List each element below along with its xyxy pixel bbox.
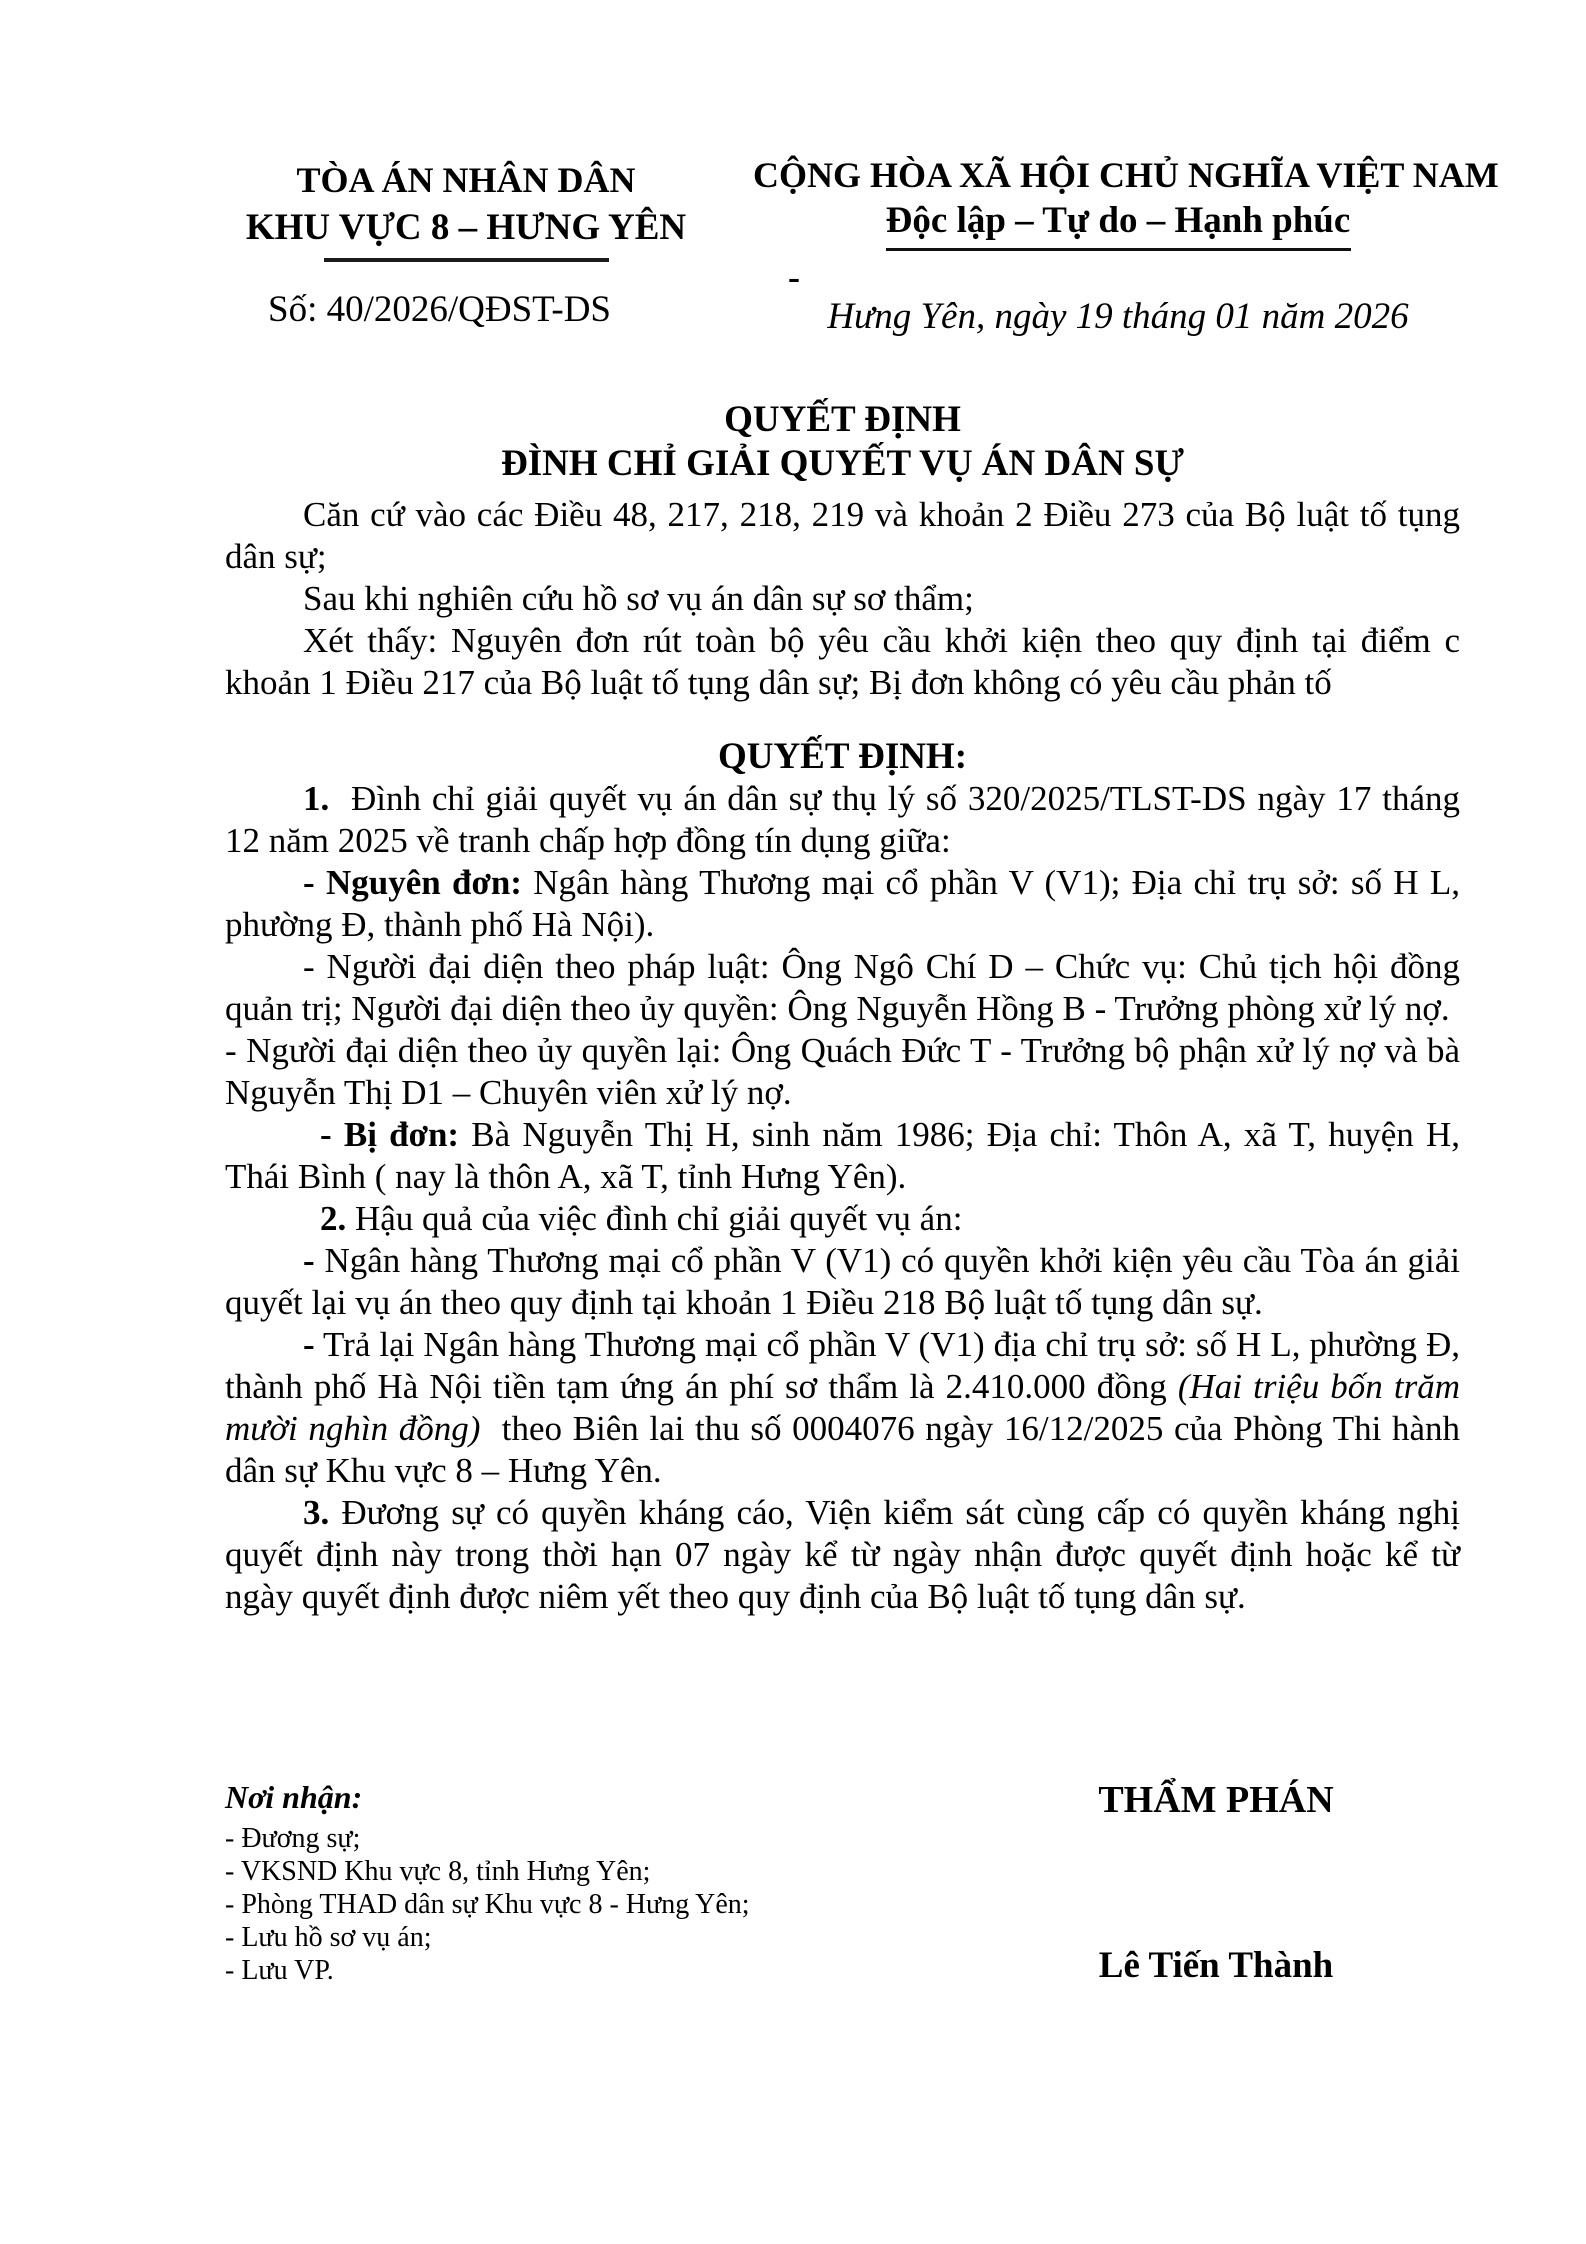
paragraph: [225, 946, 1460, 1030]
place-date-line: Hưng Yên, ngày 19 tháng 01 năm 2026: [827, 296, 1409, 337]
recipient-item: - Đương sự;: [225, 1823, 361, 1854]
text-segment: -: [303, 1241, 315, 1280]
paragraph: [225, 862, 1460, 946]
paragraph: [225, 578, 1460, 620]
document-number: Số: 40/2026/QĐST-DS: [268, 289, 612, 330]
national-motto: Độc lập – Tự do – Hạnh phúc: [885, 200, 1351, 241]
text-segment: Ngân hàng Thương mại cổ phần V (V1); Địa chỉ trụ sở: số H L, phường Đ, thành phố Hà Nội).: [225, 863, 1460, 944]
text-segment: - Bị đơn:: [320, 1115, 460, 1154]
national-title: CỘNG HÒA XÃ HỘI CHỦ NGHĨA VIỆT NAM: [753, 155, 1499, 195]
document-title-line1: QUYẾT ĐỊNH: [724, 399, 961, 440]
paragraph: [225, 778, 1460, 862]
document-body: [225, 398, 1460, 1618]
recipient-item: - Lưu hồ sơ vụ án;: [225, 1922, 432, 1953]
national-header-block: [753, 152, 1499, 338]
court-name-line2: KHU VỰC 8 – HƯNG YÊN: [245, 207, 687, 248]
paragraph: [225, 1492, 1460, 1618]
paragraph: [225, 620, 1460, 704]
text-segment: Bà Nguyễn Thị H, sinh năm 1986; Địa chỉ: Thôn A, xã T, huyện H, Thái Bình ( nay là thôn A, xã T, tỉnh Hưng Yên).: [225, 1115, 1460, 1196]
text-segment: - Người đại diện theo ủy quyền lại: Ông Quách Đức T - Trưởng bộ phận xử lý nợ và bà Nguyễn Thị D1 – Chuyên viên xử lý nợ.: [225, 1031, 1460, 1112]
section-heading: [225, 736, 1460, 778]
recipients-label: Nơi nhận:: [225, 1779, 363, 1815]
text-segment: Đình chỉ giải quyết vụ án dân sự thụ lý số 320/2025/TLST-DS ngày 17 tháng 12 năm 2025 về tranh chấp hợp đồng tín dụng giữa:: [225, 779, 1460, 860]
recipient-item: - VKSND Khu vực 8, tỉnh Hưng Yên;: [225, 1856, 651, 1887]
text-segment: -: [303, 1325, 315, 1364]
signature-block: [960, 1778, 1472, 1987]
document-title-line2: ĐÌNH CHỈ GIẢI QUYẾT VỤ ÁN DÂN SỰ: [501, 443, 1184, 484]
text-segment: 3.: [303, 1493, 330, 1532]
text-segment: Sau khi nghiên cứu hồ sơ vụ án dân sự sơ thẩm;: [303, 579, 974, 618]
text-segment: 2.: [320, 1199, 347, 1238]
court-header-block: [240, 156, 692, 262]
text-segment: Căn cứ vào các Điều 48, 217, 218, 219 và khoản 2 Điều 273 của Bộ luật tố tụng dân sự;: [225, 495, 1460, 576]
text-segment: - Người đại diện theo pháp luật: Ông Ngô Chí D – Chức vụ: Chủ tịch hội đồng quản trị; Người đại diện theo ủy quyền: Ông Nguyễn Hồng B - Trưởng phòng xử lý nợ.: [225, 947, 1460, 1028]
paragraph: [225, 1030, 1460, 1114]
signer-name: Lê Tiến Thành: [1098, 1945, 1334, 1986]
court-header-underline: [324, 258, 609, 262]
text-segment: theo Biên lai thu số 0004076 ngày 16/12/2025 của Phòng Thi hành dân sự Khu vực 8 – Hưng Yên.: [225, 1409, 1460, 1490]
recipient-item: - Lưu VP.: [225, 1955, 334, 1986]
text-segment: - Nguyên đơn:: [303, 863, 522, 902]
national-header-underline: [886, 248, 1351, 251]
text-segment: Ngân hàng Thương mại cổ phần V (V1) có quyền khởi kiện yêu cầu Tòa án giải quyết lại vụ án theo quy định tại khoản 1 Điều 218 Bộ luật tố tụng dân sự.: [225, 1241, 1460, 1322]
signer-title: THẨM PHÁN: [1098, 1779, 1334, 1821]
paragraph: [225, 494, 1460, 578]
text-segment: Đương sự có quyền kháng cáo, Viện kiểm sát cùng cấp có quyền kháng nghị quyết định này trong thời hạn 07 ngày kể từ ngày nhận được quyết định hoặc kể từ ngày quyết định được niêm yết theo quy định của Bộ luật tố tụng dân sự.: [225, 1493, 1460, 1616]
text-segment: (Hai triệu bốn trăm mười nghìn đồng): [225, 1367, 1460, 1448]
text-segment: 1.: [303, 779, 330, 818]
paragraph: [225, 1114, 1460, 1198]
court-name-line1: TÒA ÁN NHÂN DÂN: [296, 160, 636, 200]
paragraph: [225, 1324, 1460, 1492]
stray-dash-mark: -: [788, 257, 800, 297]
paragraph: [225, 1240, 1460, 1324]
document-footer: [225, 1778, 1460, 1987]
text-segment: Xét thấy: Nguyên đơn rút toàn bộ yêu cầu khởi kiện theo quy định tại điểm c khoản 1 Điều 217 của Bộ luật tố tụng dân sự; Bị đơn không có yêu cầu phản tố: [225, 621, 1460, 702]
text-segment: Trả lại Ngân hàng Thương mại cổ phần V (V1) địa chỉ trụ sở: số H L, phường Đ, thành phố Hà Nội tiền tạm ứng án phí sơ thẩm là 2.410.000 đồng: [225, 1325, 1460, 1406]
recipient-item: - Phòng THAD dân sự Khu vực 8 - Hưng Yên;: [225, 1889, 750, 1920]
paragraph: [225, 1198, 1460, 1240]
body-paragraphs: [225, 494, 1460, 1618]
text-segment: Hậu quả của việc đình chỉ giải quyết vụ án:: [346, 1199, 963, 1238]
text-segment: QUYẾT ĐỊNH:: [717, 736, 968, 777]
